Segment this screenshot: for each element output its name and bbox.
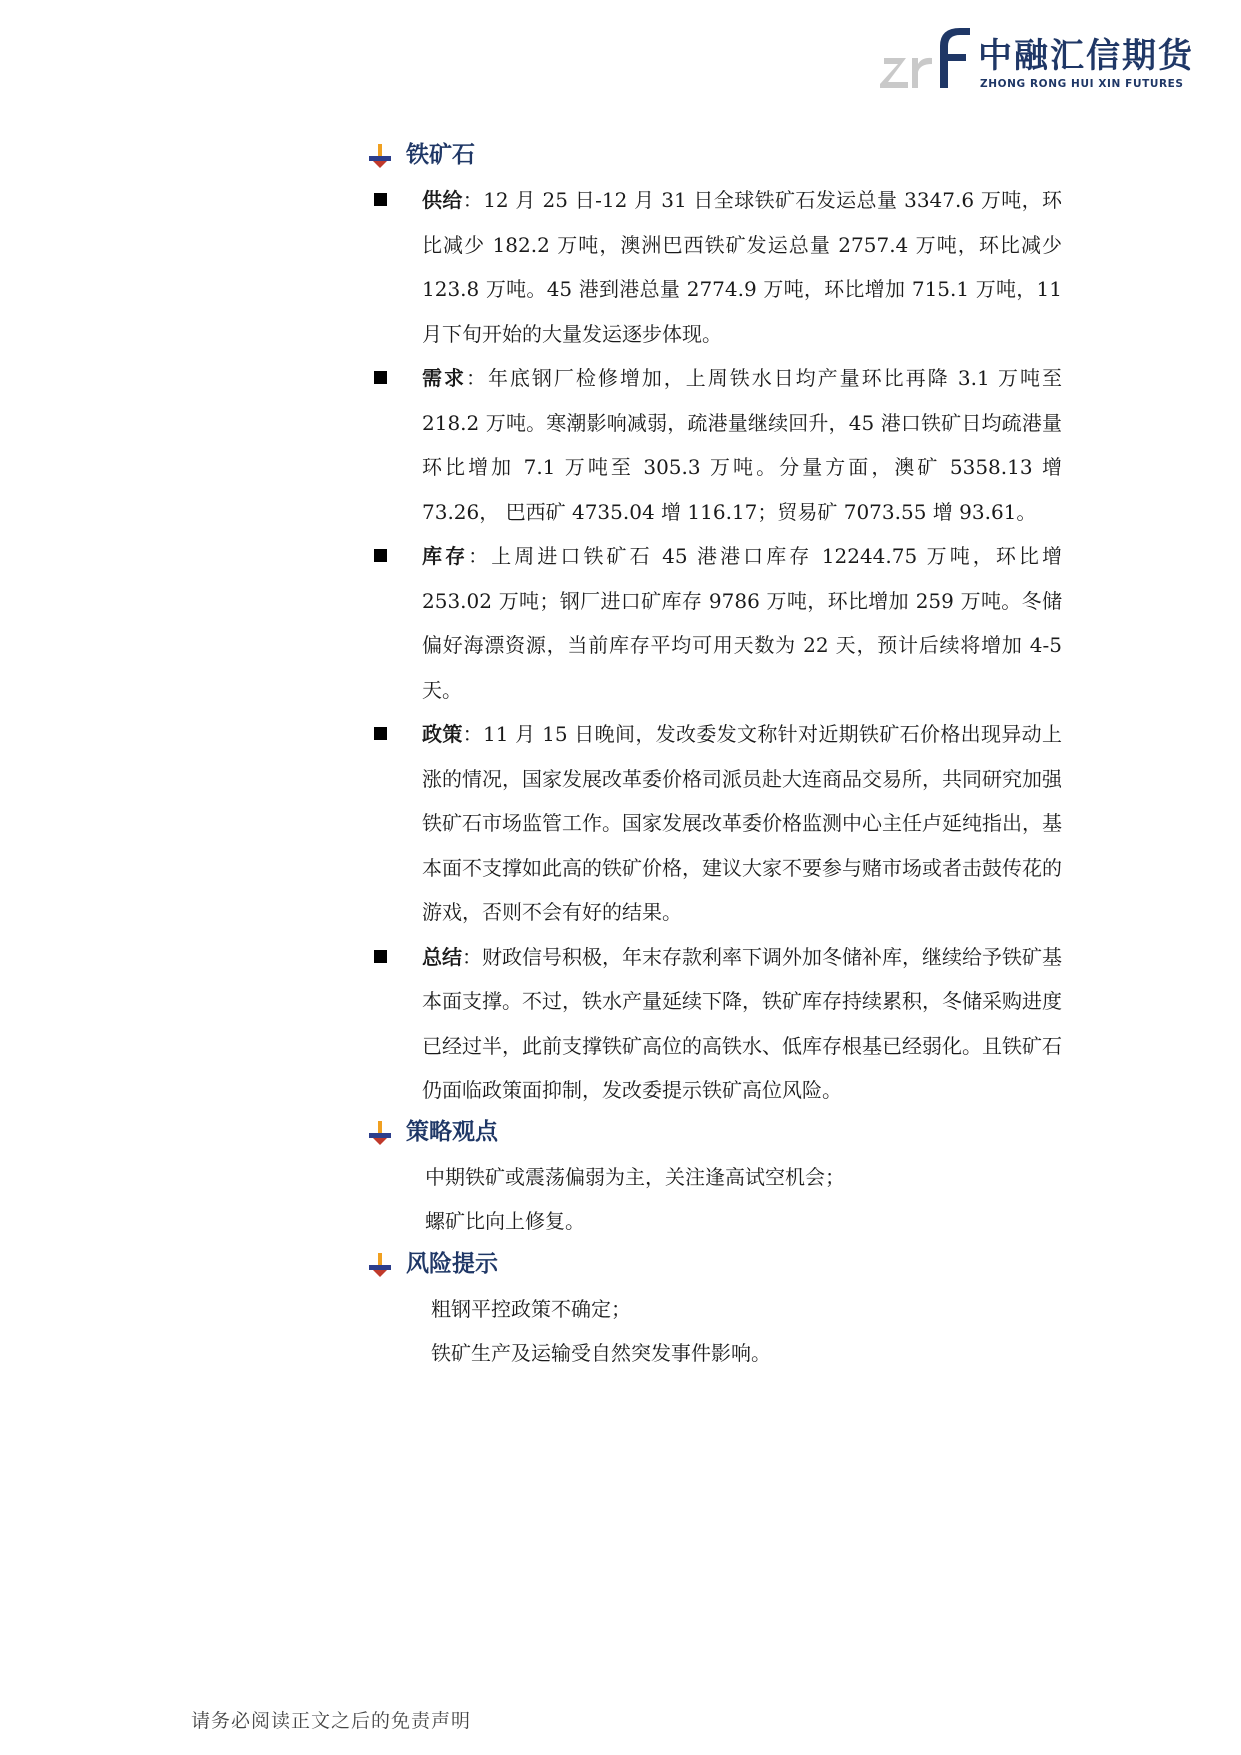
item-label: 需求 [422, 366, 466, 390]
item-text: ：财政信号积极，年末存款利率下调外加冬储补库，继续给予铁矿基本面支撑。不过，铁水产量延续下降，铁矿库存持续累积，冬储采购进度已经过半，此前支撑铁矿高位的高铁水、低库存根基已经弱化。且铁矿石仍面临政策面抑制，发改委提示铁矿高位风险。 [422, 944, 1062, 1102]
policy-item [376, 712, 1070, 935]
section-title: 风险提示 [406, 1250, 498, 1277]
supply-item [376, 178, 1070, 356]
logo-brand-chinese: 中融汇信期货 [978, 36, 1194, 76]
down-arrow-bullet-icon [369, 1121, 391, 1145]
section-title: 铁矿石 [406, 142, 475, 168]
item-label: 总结 [422, 944, 462, 969]
risk-line: 铁矿生产及运输受自然突发事件影响。 [431, 1340, 771, 1365]
demand-item [376, 356, 1070, 534]
logo-brand-english: ZHONG RONG HUI XIN FUTURES [980, 78, 1184, 90]
section-title: 策略观点 [406, 1118, 498, 1145]
footer-disclaimer: 请务必阅读正文之后的免责声明 [191, 1710, 472, 1732]
item-paragraph [422, 356, 1062, 534]
strategy-line: 螺矿比向上修复。 [425, 1208, 585, 1233]
item-label: 库存 [422, 544, 469, 568]
zrf-logo-mark-icon [880, 24, 972, 94]
section-heading-iron-ore [373, 136, 1070, 178]
item-label: 供给 [422, 188, 463, 212]
risk-line: 粗钢平控政策不确定； [431, 1296, 631, 1321]
item-paragraph [422, 534, 1062, 712]
square-bullet-icon [374, 193, 387, 206]
item-paragraph [422, 935, 1062, 1113]
company-logo [880, 24, 1194, 94]
square-bullet-icon [374, 371, 387, 384]
inventory-item [376, 534, 1070, 712]
square-bullet-icon [374, 727, 387, 740]
section-heading-strategy [373, 1113, 1070, 1155]
summary-item [376, 935, 1070, 1113]
square-bullet-icon [374, 549, 387, 562]
item-text: ：年底钢厂检修增加，上周铁水日均产量环比再降 3.1 万吨至 218.2 万吨。寒潮影响减弱，疏港量继续回升，45 港口铁矿日均疏港量环比增加 7.1 万吨至 305.3 万吨。分量方面，澳矿 5358.13 增 73.26， 巴西矿 4735.04 增 116.17；贸易矿 7073.55 增 93.61。 [422, 366, 1062, 524]
report-body [380, 136, 1070, 1375]
item-text: ：11 月 15 日晚间，发改委发文称针对近期铁矿石价格出现异动上涨的情况，国家发展改革委价格司派员赴大连商品交易所，共同研究加强铁矿石市场监管工作。国家发展改革委价格监测中心主任卢延纯指出，基本面不支撑如此高的铁矿价格，建议大家不要参与赌市场或者击鼓传花的游戏，否则不会有好的结果。 [422, 722, 1062, 924]
item-paragraph [422, 178, 1062, 356]
item-text: ：上周进口铁矿石 45 港港口库存 12244.75 万吨，环比增 253.02 万吨；钢厂进口矿库存 9786 万吨，环比增加 259 万吨。冬储偏好海漂资源，当前库存平均可用天数为 22 天，预计后续将增加 4-5 天。 [422, 544, 1062, 702]
strategy-line: 中期铁矿或震荡偏弱为主，关注逢高试空机会； [425, 1164, 845, 1189]
section-heading-risk [373, 1245, 1070, 1287]
down-arrow-bullet-icon [369, 1253, 391, 1277]
item-label: 政策 [422, 722, 463, 746]
item-paragraph [422, 712, 1062, 935]
square-bullet-icon [374, 950, 387, 963]
item-text: ：12 月 25 日-12 月 31 日全球铁矿石发运总量 3347.6 万吨，环比减少 182.2 万吨，澳洲巴西铁矿发运总量 2757.4 万吨，环比减少 123.8 万吨。45 港到港总量 2774.9 万吨，环比增加 715.1 万吨，11 月下旬开始的大量发运逐步体现。 [422, 188, 1063, 346]
down-arrow-bullet-icon [369, 144, 391, 168]
